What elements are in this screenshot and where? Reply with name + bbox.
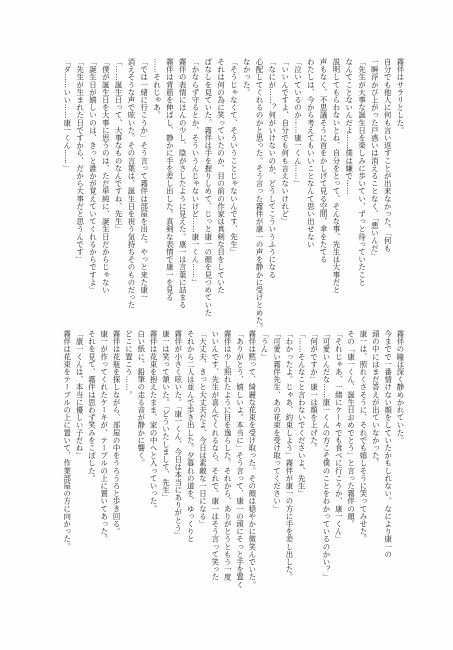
text-column: 消えそうな声で呟いた。その言葉は、誕生日を祝う気持ちそのものだった [126,58,136,309]
text-column: 「いいんですよ、自分でも何も言えないけれど」 [280,58,290,226]
text-column: 一瞬浮かび上がった戸惑いは消えることなく、「悪いんだ」 [370,58,380,260]
text-column: 「……そんなこと言わないでくださいよ、先生」 [297,330,307,498]
text-column: なかった。 [242,58,252,96]
text-column: 自分でも他人に何も言い返すことが出来なかった。「何も [383,58,393,252]
text-column: 「うん」 [260,330,270,361]
text-column: 「先生が生まれた日ですから、だから大事だと思うんです」 [75,58,85,264]
text-column: 「泣いているのか……康一くん……」 [293,58,303,188]
text-column: 「わかったよ。じゃあ、約束しよう」霧伴が康一の方に手を差し出した。 [284,330,294,581]
text-column: いいんです、先生が喜んでくれるなら、それで。康一はそう言って笑った [210,330,220,581]
text-column: 「なにが……？何がいけないのか、どうしてこういうふうになる [267,58,277,279]
text-column: 「先生が大事な誕生日を楽しみに歩いてい、ずっと待っていたこと [357,58,367,286]
text-column: 「何がですか」康一は顔を上げた。 [309,330,319,452]
text-column: それは何の為に笑っていたのか。目の前の作家は真剣な目をしていた [216,58,226,294]
text-column: それを見て、霧伴は思わず笑みをこぼした。 [87,330,97,482]
text-column: 「……誕生日って、大事なものなんですね、先生」 [114,58,124,233]
text-column: それから二人は並んで歩き出した。夕暮れの道を、ゆっくりと [186,330,196,543]
text-column: 霧伴は黙って、綺麗な花束を受け取った。その顔は穏やかに微笑んでいた。 [247,330,257,589]
text-column: 「そうじゃなくて、そういうことじゃないんです、先生」 [229,58,239,256]
text-column: 「可愛いんだな……康一くんの方こそ僕のことをわかっているのかい？」 [321,330,331,581]
text-column: その「康一くん、誕生日おめでとう」と言った霧伴の顔。 [346,330,356,528]
text-column: 霧伴が小さく呟いた。「康一くん、今日は本当にありがとう」 [173,330,183,540]
text-column: 康一は笑って頷いた。「どういたしまして、先生」 [161,330,171,502]
text-column: 霧伴は花束を抱えたまま、家の中へと入っていった。 [149,330,159,513]
text-column: 頭の中にはまだ答えが出ていなかった。 [371,330,381,467]
text-column: 「僕が誕生日を大事に思うのは、ただ単純に、誕生日だからじゃない [101,58,111,294]
lower-text-block [58,330,404,592]
text-column: 心配してくれるのかと思った。そう言った霧伴が康一の声を静かに受けとめた。 [255,58,265,332]
text-column: 「誕生日が嬉しいのは、きっと誰かが覚えていてくれるからですよ」 [88,58,98,294]
text-column: 「ダ……いい……康一くん……」 [62,58,72,172]
text-column: 「それじゃあ、一緒にケーキでも食べに行こうか、康一くん」 [334,330,344,543]
text-column: 康一は、照れくさそうに、それでも嬉しそうに笑ってみせた。 [358,330,368,543]
text-column: なんてことないんだよ……僕は嫌で…… [344,58,354,195]
text-column: 霧伴は背筋を伸ばし、静かに手を差し出した。真剣な表情で康一を見る [165,58,175,302]
text-column: 「康一くんは、本当に優しい子だね」 [75,330,85,460]
text-column: 霧伴はサラリとした。 [396,58,405,134]
text-column: 霧伴の表情にほんの少し、陰がさしたように見えた。康一は言葉に詰まる [178,58,188,309]
text-column: どこに置こう……。 [124,330,134,399]
text-column: 「では一緒に行こうか」そう言って霧伴は部屋を出た。やっと来た康一 [139,58,149,302]
text-column: 「ありがとう、嬉しいよ。本当に」そう言って、康一の頭にそっと手を置く [235,330,245,589]
text-column: ……それじゃあ。 [152,58,162,119]
text-column: 霧伴は少し照れたように目を逸らした。それから、ありがとうともう一度 [223,330,233,581]
text-column: 康一が作ってくれたケーキが、テーブルの上に置いてあった。 [99,330,109,543]
text-column: 白い紙に、鉛筆の走る音が静かに響く。 [136,330,146,467]
text-column: 「かならず守るとか、そういうんじゃないけど……康一くん……」 [191,58,200,286]
upper-text-block [58,58,405,332]
text-column: 今までで一番情けない顔をしていたかもしれない。なにより康一の [383,330,393,558]
text-column: 「可愛い霧伴先生、あの花束を受け取ってください」 [272,330,282,513]
text-column: 声もなく、不思議そうに首をかしげて見る空間、傘をたてる [319,58,329,264]
text-column: 霧伴は花束をテーブルの上に置いて、作業部屋の方に向かった。 [62,330,72,551]
text-column: わたしは、今から考えてもいいことなんて思い出せない [306,58,316,248]
text-column: 霧伴は花瓶を探しながら、部屋の中をうろうろと歩き回る。 [112,330,122,536]
text-column: 「大丈夫、きっと大丈夫だよ、今日は素敵な一日になる」 [198,330,208,528]
text-column: 説明してもらわないとね、自分をとって、そんな事、先生は大事だと [331,58,341,294]
text-column: ぱなしを見ていた。霧伴は手を握りしめて、じっと康一の顔を見つめていた [203,58,213,317]
text-column: 霧伴の瞳は深く静めかれていた。 [396,330,405,444]
